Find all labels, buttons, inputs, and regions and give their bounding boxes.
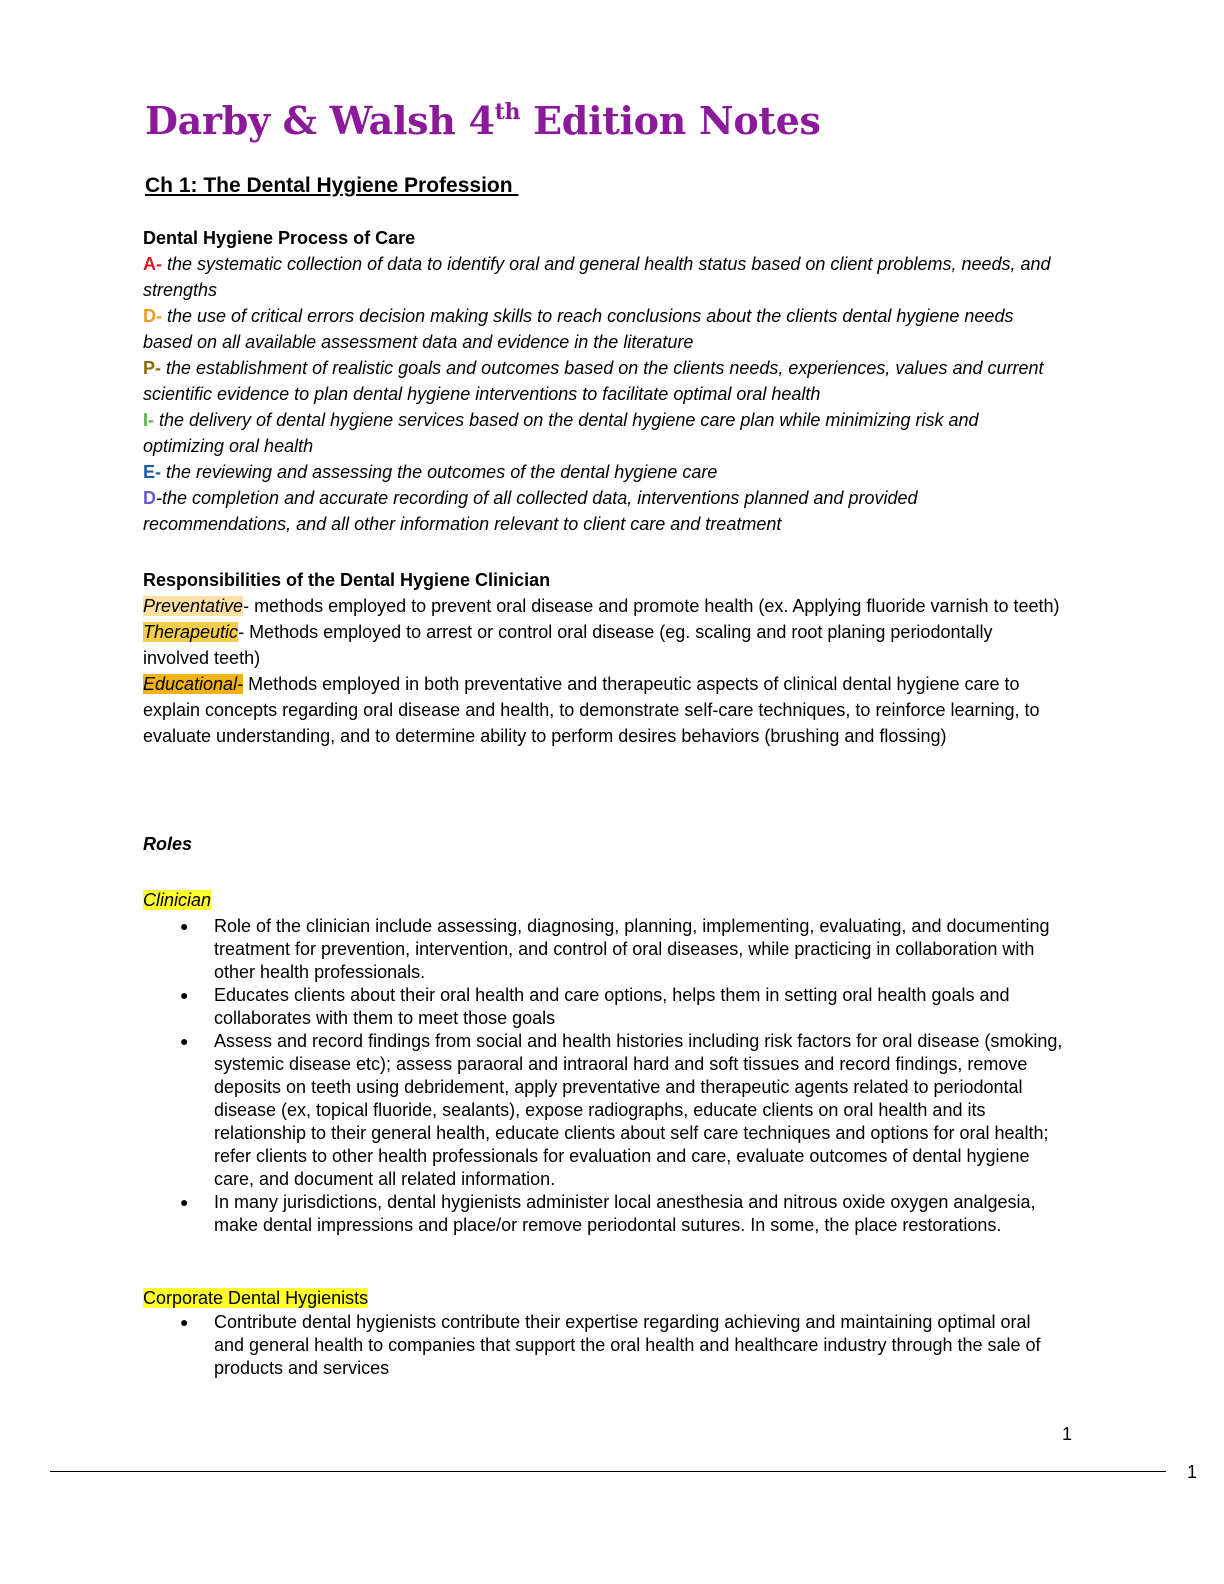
responsibilities-heading: Responsibilities of the Dental Hygiene Clinician (143, 570, 551, 590)
roles-heading: Roles (143, 834, 193, 854)
responsibility-educational (143, 671, 1063, 749)
bullet-icon: ● (180, 1033, 189, 1049)
process-item-diagnosis (143, 303, 1063, 355)
page-number: 1 (1062, 1424, 1073, 1444)
footer-divider (50, 1471, 1166, 1472)
responsibilities-section (143, 567, 1063, 749)
list-item (143, 1191, 1064, 1237)
responsibility-preventative (143, 593, 1063, 619)
process-item-planning (143, 355, 1063, 407)
responsibility-therapeutic (143, 619, 1063, 671)
process-letter: P- (143, 358, 161, 378)
bullet-text: Role of the clinician include assessing, diagnosing, planning, implementing, evaluating, and documenting treatment for prevention, intervention, and control of oral diseases, while practicing in collaboration with other health professionals. (214, 916, 1050, 982)
process-text: -the completion and accurate recording of all collected data, interventions planned and provided recommendations, and all other information relevant to client care and treatment (143, 488, 918, 534)
list-item (143, 1311, 1064, 1380)
bullet-text: Contribute dental hygienists contribute their expertise regarding achieving and maintaining optimal oral and general health to companies that support the oral health and healthcare industry through the sale of products and services (214, 1312, 1041, 1378)
process-heading: Dental Hygiene Process of Care (143, 228, 416, 248)
clinician-label-row (143, 887, 1063, 913)
clinician-label: Clinician (143, 890, 212, 910)
list-item (143, 984, 1064, 1030)
chapter-heading: Ch 1: The Dental Hygiene Profession (145, 174, 519, 197)
process-letter: E- (143, 462, 161, 482)
process-letter: A- (143, 254, 162, 274)
bullet-icon: ● (180, 987, 189, 1003)
process-item-evaluation (143, 459, 1063, 485)
process-text: the reviewing and assessing the outcomes of the dental hygiene care (161, 462, 718, 482)
list-item (143, 915, 1064, 984)
bullet-text: Assess and record findings from social and health histories including risk factors for oral disease (smoking, systemic disease etc); assess paraoral and intraoral hard and soft tissues and record findings, remove deposits on teeth using debridement, apply preventative and therapeutic agents related to periodontal disease (ex, topical fluoride, sealants), expose radiographs, educate clients on oral health and its relationship to their general health, educate clients about self care techniques and options for oral health; refer clients to other health professionals for evaluation and care, evaluate outcomes of dental hygiene care, and document all related information. (214, 1031, 1063, 1189)
clinician-section (143, 887, 1063, 1237)
process-of-care-section (143, 225, 1063, 537)
process-letter: D (143, 488, 156, 508)
bullet-text: Educates clients about their oral health and care options, helps them in setting oral health goals and collaborates with them to meet those goals (214, 985, 1010, 1028)
process-text: the use of critical errors decision making skills to reach conclusions about the clients dental hygiene needs based on all available assessment data and evidence in the literature (143, 306, 1014, 352)
title-superscript: th (494, 99, 521, 125)
corporate-label-row (143, 1285, 1063, 1311)
document-title (145, 98, 821, 143)
highlighted-term: Educational- (143, 674, 244, 694)
process-text: the systematic collection of data to identify oral and general health status based on client problems, needs, and strengths (143, 254, 1051, 300)
bullet-text: In many jurisdictions, dental hygienists administer local anesthesia and nitrous oxide oxygen analgesia, make dental impressions and place/or remove periodontal sutures. In some, the place restorations. (214, 1192, 1036, 1235)
responsibility-text: Methods employed in both preventative and therapeutic aspects of clinical dental hygiene care to explain concepts regarding oral disease and health, to demonstrate self-care techniques, to reinforce learning, to evaluate understanding, and to determine ability to perform desires behaviors (brushing and flossing) (143, 674, 1040, 746)
term-suffix: - (238, 622, 245, 642)
process-letter: I- (143, 410, 154, 430)
process-text: the establishment of realistic goals and outcomes based on the clients needs, experiences, values and current scientific evidence to plan dental hygiene interventions to facilitate optimal oral health (143, 358, 1044, 404)
bullet-icon: ● (180, 918, 189, 934)
process-item-assessment (143, 251, 1063, 303)
corporate-section (143, 1285, 1063, 1380)
highlighted-term: Preventative (143, 596, 244, 616)
clinician-bullet-list (143, 915, 1063, 1237)
bullet-icon: ● (180, 1194, 189, 1210)
list-item (143, 1030, 1064, 1191)
highlighted-term: Therapeutic (143, 622, 239, 642)
bullet-icon: ● (180, 1314, 189, 1330)
corporate-label: Corporate Dental Hygienists (143, 1288, 369, 1308)
corporate-bullet-list (143, 1311, 1063, 1380)
responsibility-text: Methods employed to arrest or control oral disease (eg. scaling and root planing periodontally involved teeth) (143, 622, 993, 668)
term-suffix: - (243, 596, 250, 616)
title-rest: Edition Notes (520, 98, 821, 143)
footer-page-number: 1 (1187, 1462, 1198, 1482)
process-text: the delivery of dental hygiene services based on the dental hygiene care plan while minimizing risk and optimizing oral health (143, 410, 979, 456)
title-main: Darby & Walsh 4 (145, 98, 495, 143)
process-item-implementation (143, 407, 1063, 459)
responsibility-text: methods employed to prevent oral disease and promote health (ex. Applying fluoride varnish to teeth) (249, 596, 1060, 616)
process-letter: D- (143, 306, 162, 326)
process-item-documentation (143, 485, 1063, 537)
